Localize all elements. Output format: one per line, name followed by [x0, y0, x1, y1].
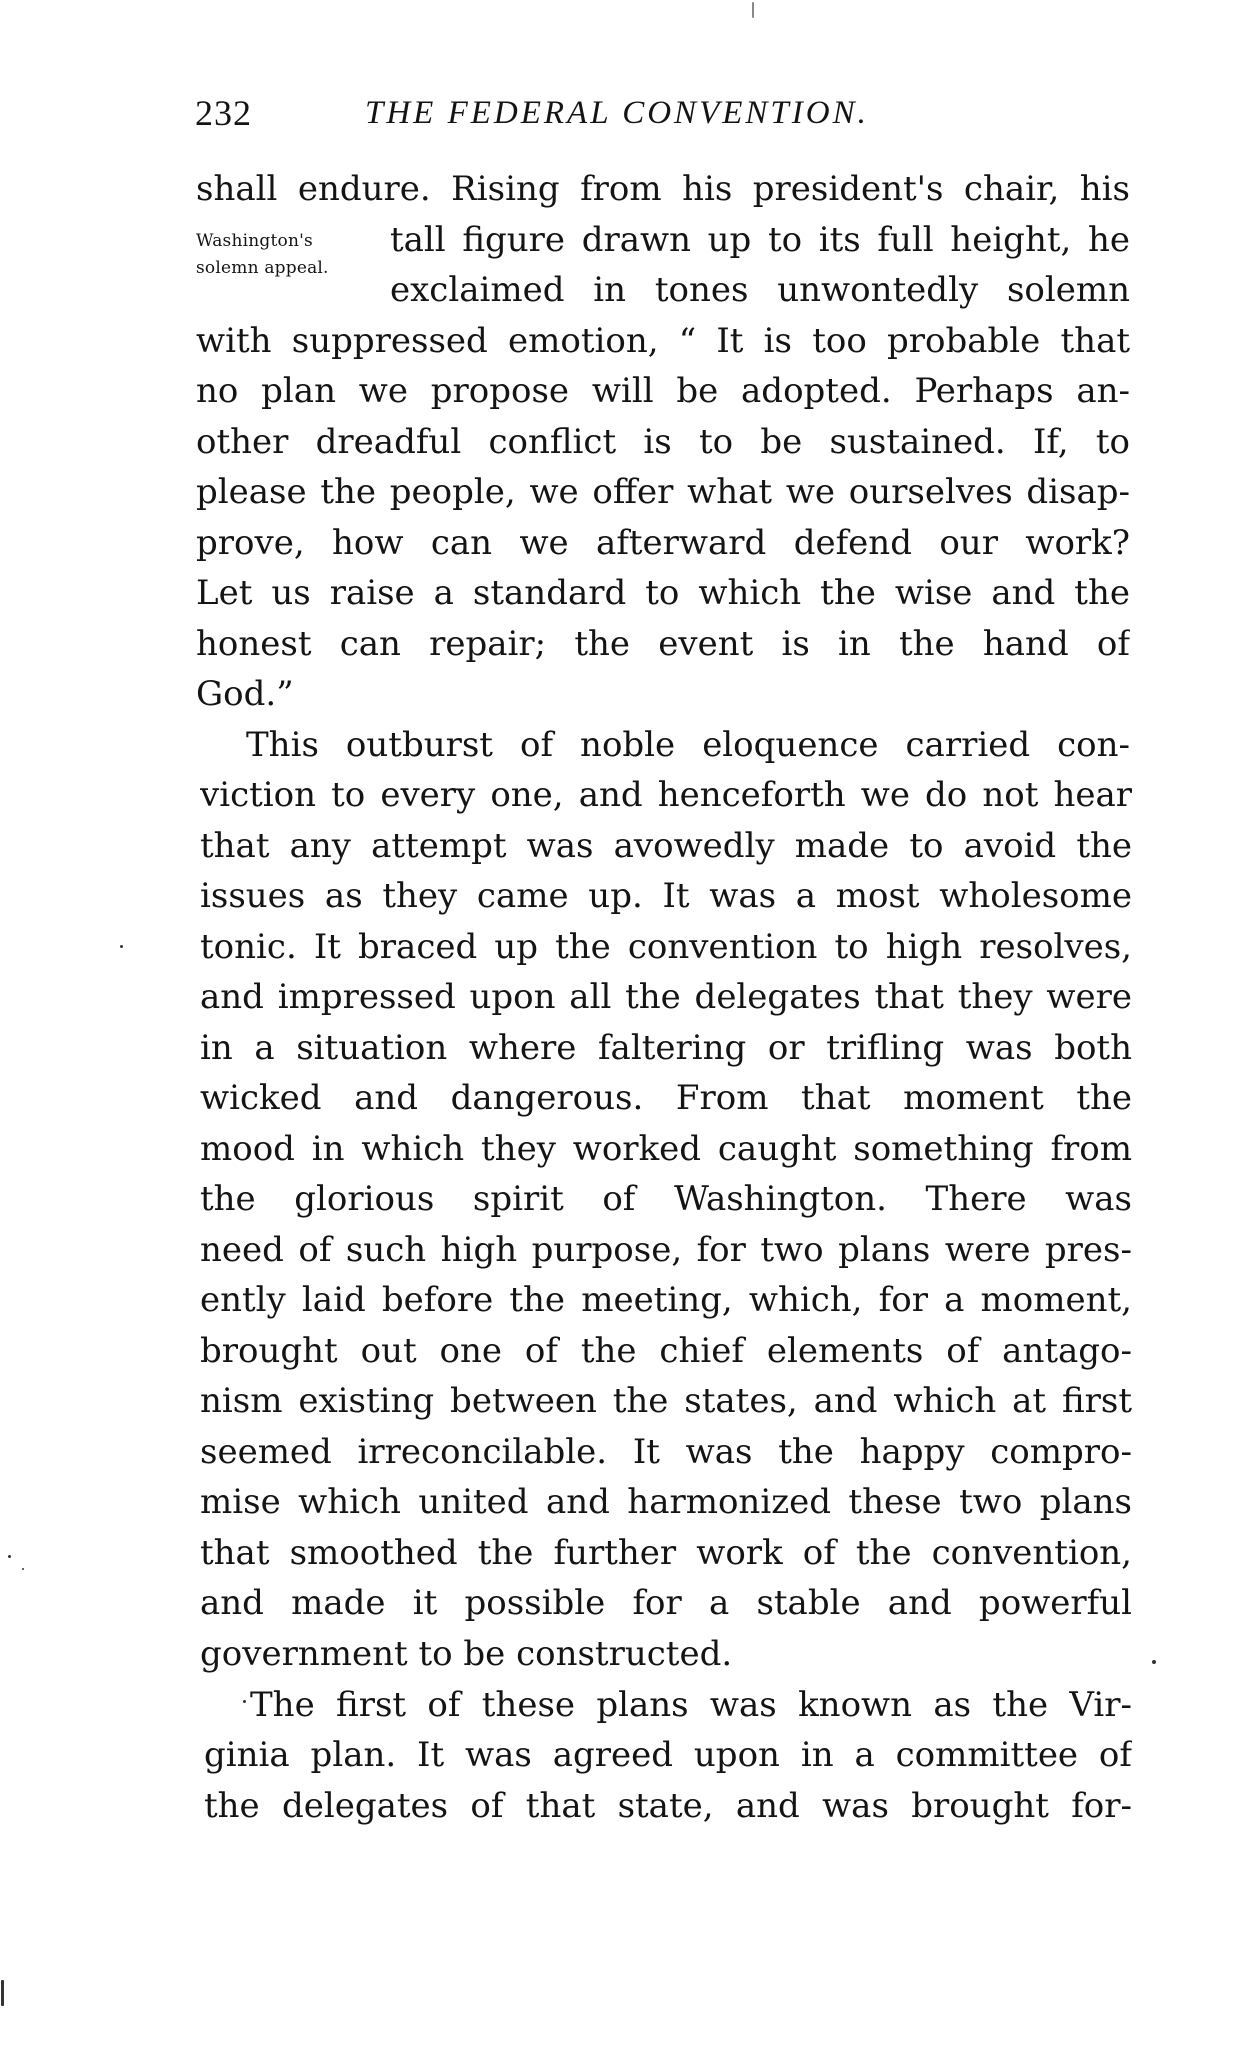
paper-speck: [120, 945, 123, 948]
text-line-4: with suppressed emotion, “ It is too probable that: [196, 321, 1130, 361]
paper-speck: [1, 1980, 4, 2006]
text-line-2: tall figure drawn up to its full height, he: [390, 220, 1130, 260]
text-line-24: brought out one of the chief elements of antago-: [200, 1331, 1132, 1371]
paper-speck: [1152, 1660, 1156, 1664]
text-line-33: the delegates of that state, and was brought for-: [204, 1786, 1132, 1826]
text-line-6: other dreadful conflict is to be sustained. If, to: [196, 422, 1130, 462]
text-line-5: no plan we propose will be adopted. Perhaps an-: [196, 371, 1130, 411]
paper-speck: [8, 1555, 11, 1558]
text-line-26: seemed irreconcilable. It was the happy compro-: [200, 1432, 1132, 1472]
text-line-1: shall endure. Rising from his president's chair, his: [196, 169, 1130, 209]
text-line-32: ginia plan. It was agreed upon in a committee of: [204, 1735, 1132, 1775]
text-line-27: mise which united and harmonized these two plans: [200, 1482, 1132, 1522]
page-number: 232: [195, 93, 252, 133]
text-line-29: and made it possible for a stable and powerful: [200, 1583, 1132, 1623]
running-title: THE FEDERAL CONVENTION.: [365, 95, 869, 131]
paper-speck: [752, 2, 754, 18]
text-line-8: prove, how can we afterward defend our work?: [196, 523, 1130, 563]
page-header: [195, 88, 1130, 138]
paper-speck: [243, 1700, 246, 1703]
text-line-12: This outburst of noble eloquence carried con-: [246, 725, 1130, 765]
text-line-13: viction to every one, and henceforth we do not hear: [200, 775, 1132, 815]
text-line-31: The first of these plans was known as the Vir-: [250, 1685, 1132, 1725]
margin-note-line-2: solemn appeal.: [196, 258, 329, 278]
text-line-3: exclaimed in tones unwontedly solemn: [390, 270, 1130, 310]
text-line-9: Let us raise a standard to which the wise and the: [196, 573, 1130, 613]
text-line-19: wicked and dangerous. From that moment the: [200, 1078, 1132, 1118]
text-line-14: that any attempt was avowedly made to avoid the: [200, 826, 1132, 866]
text-line-18: in a situation where faltering or trifling was both: [200, 1028, 1132, 1068]
paper-speck: [22, 1568, 24, 1570]
text-line-11: God.”: [196, 674, 294, 714]
text-line-17: and impressed upon all the delegates that they were: [200, 977, 1132, 1017]
text-line-7: please the people, we offer what we ourselves disap-: [196, 472, 1130, 512]
text-line-28: that smoothed the further work of the convention,: [200, 1533, 1132, 1573]
text-line-23: ently laid before the meeting, which, for a moment,: [200, 1280, 1132, 1320]
text-line-25: nism existing between the states, and which at first: [200, 1381, 1132, 1421]
text-line-16: tonic. It braced up the convention to high resolves,: [200, 927, 1132, 967]
text-line-22: need of such high purpose, for two plans were pres-: [200, 1230, 1132, 1270]
text-line-21: the glorious spirit of Washington. There was: [200, 1179, 1132, 1219]
text-line-30: government to be constructed.: [200, 1634, 733, 1674]
text-line-10: honest can repair; the event is in the hand of: [196, 624, 1130, 664]
margin-note-line-1: Washington's: [196, 231, 313, 251]
text-line-20: mood in which they worked caught something from: [200, 1129, 1132, 1169]
text-line-15: issues as they came up. It was a most wholesome: [200, 876, 1132, 916]
